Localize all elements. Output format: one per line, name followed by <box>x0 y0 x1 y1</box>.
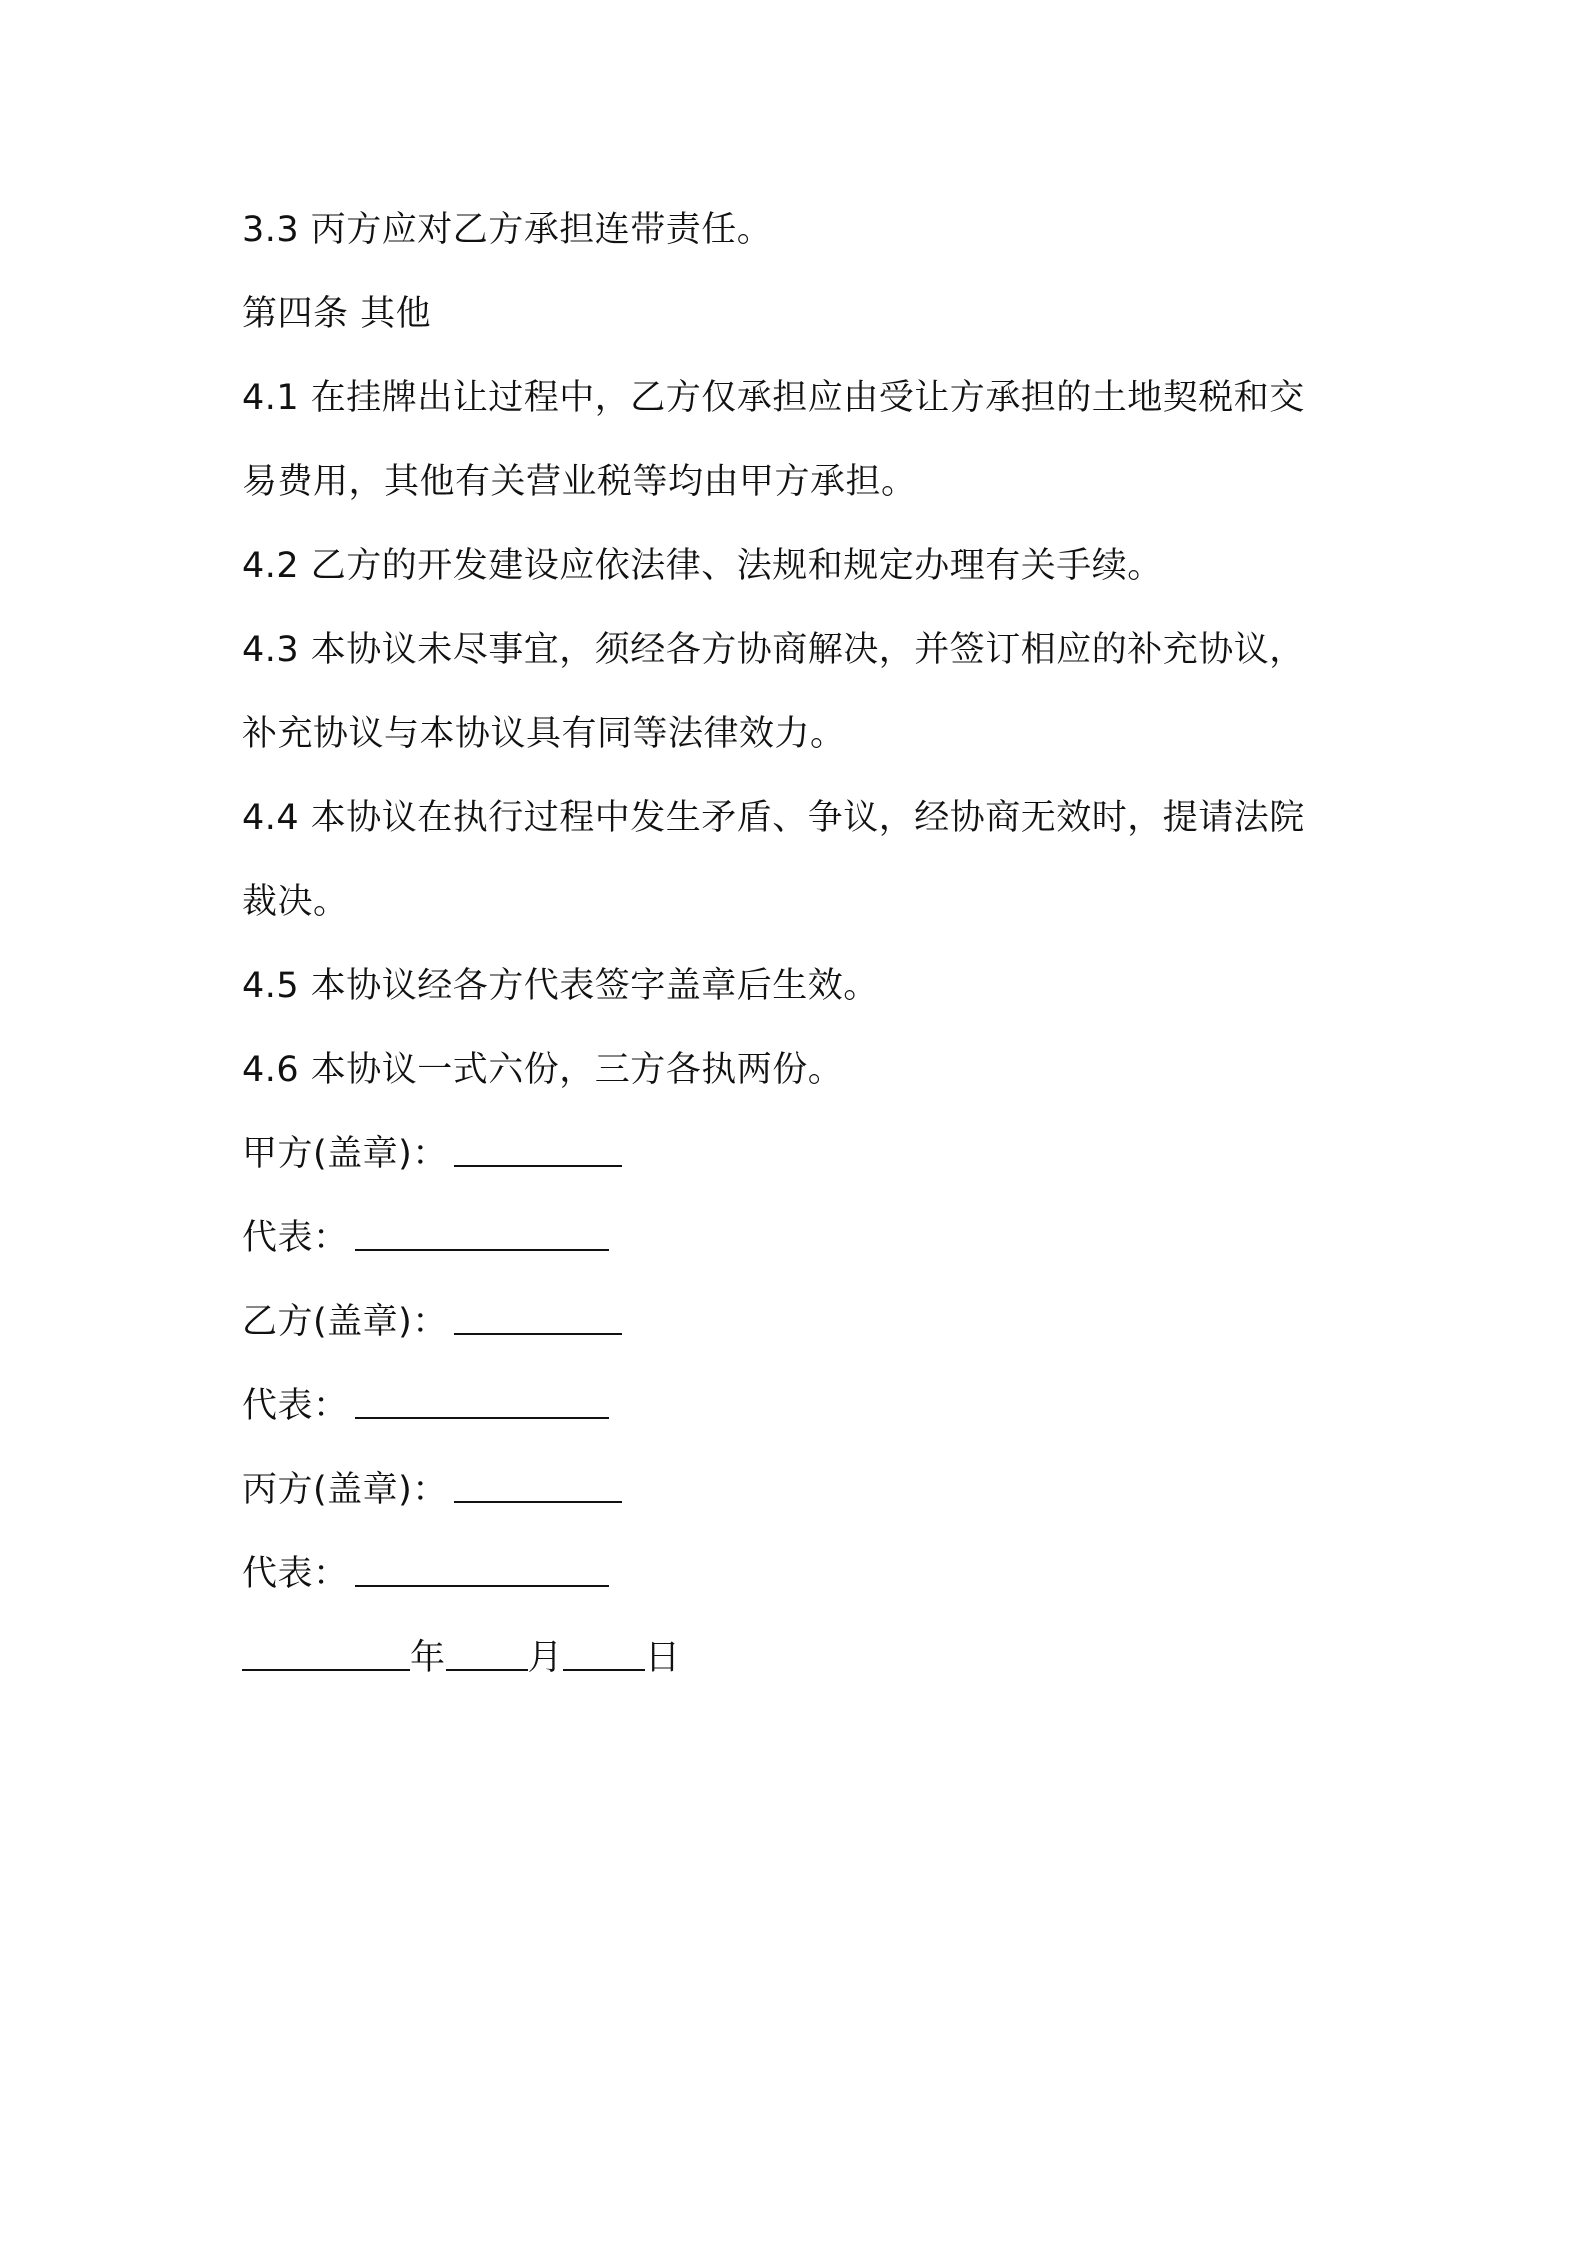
clause-4-2: 4.2 乙方的开发建设应依法律、法规和规定办理有关手续。 <box>242 546 1163 586</box>
party-a-representative-blank[interactable] <box>355 1219 609 1251</box>
day-label: 日 <box>645 1638 681 1678</box>
clause-4-3-line-1: 4.3 本协议未尽事宜，须经各方协商解决，并签订相应的补充协议， <box>242 630 1305 670</box>
party-a-representative-label: 代表： <box>242 1218 349 1258</box>
party-b-signature-row <box>242 1280 1362 1364</box>
party-c-representative-blank[interactable] <box>355 1555 609 1587</box>
party-b-representative-row <box>242 1364 1362 1448</box>
clause-4-3-line-2: 补充协议与本协议具有同等法律效力。 <box>242 714 846 754</box>
party-c-representative-row <box>242 1532 1362 1616</box>
clause-4-4-line-2: 裁决。 <box>242 882 349 922</box>
party-c-representative-label: 代表： <box>242 1554 349 1594</box>
date-row <box>242 1616 1362 1700</box>
clause-4-4-line-1: 4.4 本协议在执行过程中发生矛盾、争议，经协商无效时，提请法院 <box>242 798 1305 838</box>
month-blank[interactable] <box>446 1639 528 1671</box>
party-a-stamp-label: 甲方(盖章)： <box>242 1134 448 1174</box>
document-body <box>242 188 1362 1700</box>
party-c-stamp-blank[interactable] <box>454 1471 622 1503</box>
year-label: 年 <box>410 1638 446 1678</box>
party-a-stamp-blank[interactable] <box>454 1135 622 1167</box>
day-blank[interactable] <box>563 1639 645 1671</box>
clause-4-6: 4.6 本协议一式六份，三方各执两份。 <box>242 1050 844 1090</box>
party-b-representative-blank[interactable] <box>355 1387 609 1419</box>
party-b-representative-label: 代表： <box>242 1386 349 1426</box>
clause-4-5: 4.5 本协议经各方代表签字盖章后生效。 <box>242 966 879 1006</box>
clause-4-1-line-2: 易费用，其他有关营业税等均由甲方承担。 <box>242 462 917 502</box>
year-blank[interactable] <box>242 1639 410 1671</box>
party-b-stamp-label: 乙方(盖章)： <box>242 1302 448 1342</box>
party-c-stamp-label: 丙方(盖章)： <box>242 1470 448 1510</box>
party-c-signature-row <box>242 1448 1362 1532</box>
month-label: 月 <box>527 1638 564 1678</box>
clause-3-3: 3.3 丙方应对乙方承担连带责任。 <box>242 210 773 250</box>
party-a-signature-row <box>242 1112 1362 1196</box>
clause-4-1-line-1: 4.1 在挂牌出让过程中，乙方仅承担应由受让方承担的土地契税和交 <box>242 378 1305 418</box>
article-4-heading: 第四条 其他 <box>242 294 432 334</box>
party-a-representative-row <box>242 1196 1362 1280</box>
party-b-stamp-blank[interactable] <box>454 1303 622 1335</box>
